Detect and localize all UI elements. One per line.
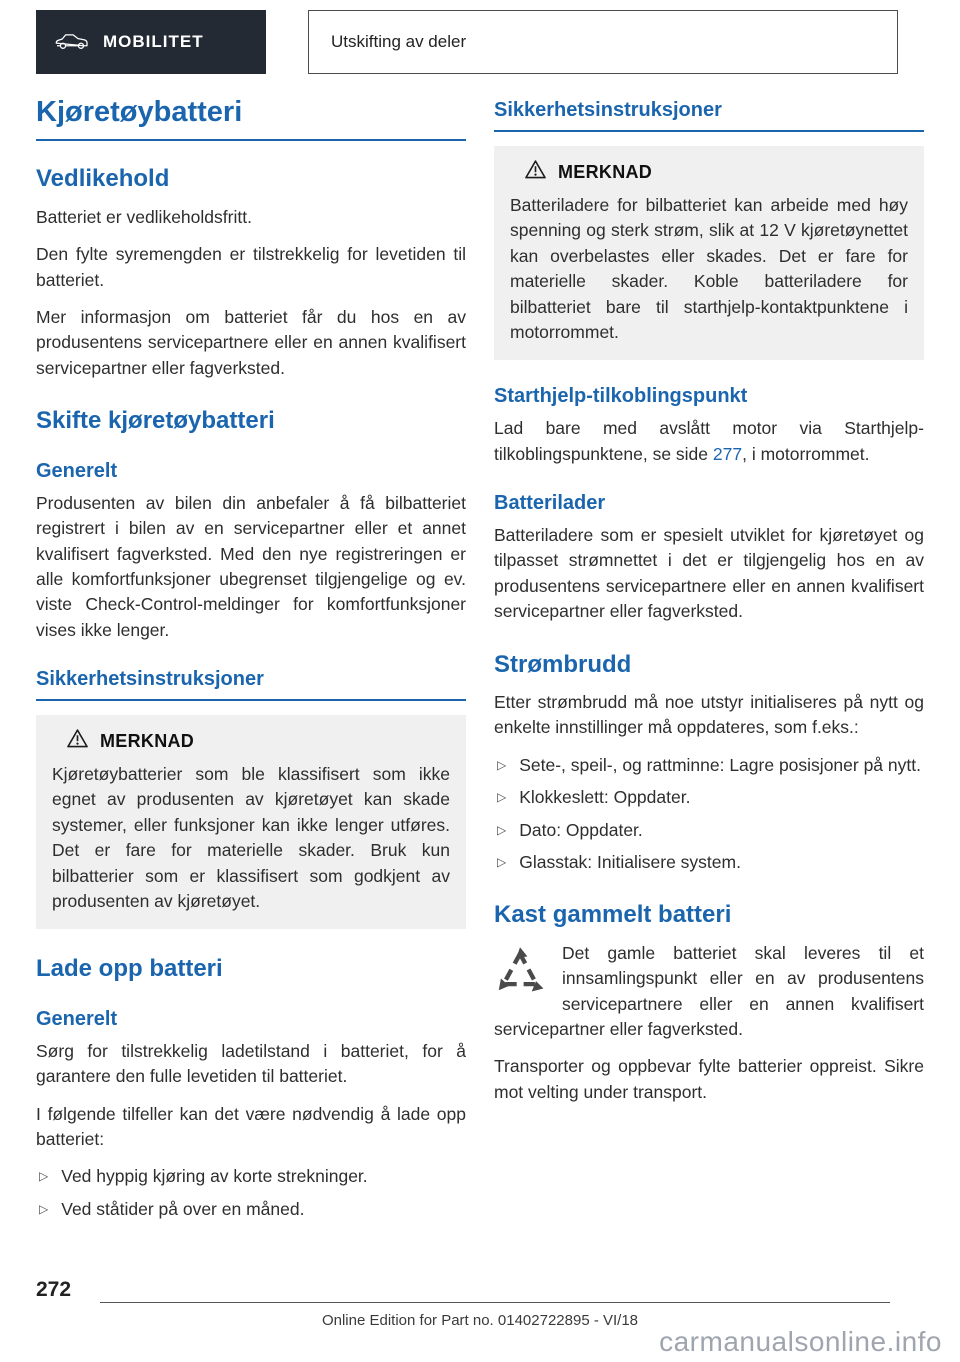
paragraph-with-icon xyxy=(494,941,924,1043)
list-item xyxy=(494,753,924,778)
notice-header xyxy=(510,159,908,185)
notice-text: Kjøretøybatterier som ble klassifisert som ikke egnet av produsenten av kjøretøyet kan skade systemer, eller funksjoner kan ikke lenger utføres. Det er fare for materielle skader. Bruk kun bilbatterier som er klassifisert som godkjent av produsenten av kjøretøyet. xyxy=(52,764,450,911)
heading-strom brudd: Strømbrudd xyxy=(494,650,632,678)
chapter-label: MOBILITET xyxy=(103,32,204,51)
heading-starthjelp-tilkoblingspunkt: Starthjelp-tilkoblingspunkt xyxy=(494,385,748,408)
content-columns xyxy=(36,96,924,1234)
bullet-triangle-icon: ▷ xyxy=(497,854,507,869)
heading-generelt: Generelt xyxy=(36,459,118,482)
section-title: Utskifting av deler xyxy=(331,32,467,51)
section-title-box xyxy=(308,10,898,74)
notice-title: MERKNAD xyxy=(558,161,653,182)
list-item xyxy=(494,785,924,810)
warning-triangle-icon xyxy=(524,159,547,185)
list-item-text: Ved hyppig kjøring av korte strekninger. xyxy=(61,1166,368,1187)
list-item xyxy=(494,850,924,875)
notice-box xyxy=(36,715,466,929)
heading-skifte-kjoretoybatteri: Skifte kjøretøybatteri xyxy=(36,407,275,435)
bullet-triangle-icon: ▷ xyxy=(39,1201,49,1216)
list-item-text: Ved ståtider på over en måned. xyxy=(61,1198,305,1219)
heading-lade-opp-batteri: Lade opp batteri xyxy=(36,955,223,983)
footer-divider xyxy=(100,1302,890,1303)
notice-title: MERKNAD xyxy=(100,730,195,751)
chapter-title: Kjøretøybatteri xyxy=(36,96,466,141)
car-icon xyxy=(54,31,90,53)
page-277-link[interactable]: 277 xyxy=(712,443,743,464)
bullet-triangle-icon: ▷ xyxy=(497,790,507,805)
paragraph: I følgende tilfeller kan det være nødvendig å lade opp batteriet: xyxy=(36,1103,466,1149)
paragraph: Produsenten av bilen din anbefaler å få bilbatteriet registrert i bilen av en servicepartner eller et annet kvalifisert fagverksted. Med den nye registreringen er alle komfortfunksjoner ubegrenset tilgjengelige og ev. viste Check-Control-meldinger for komfortfunksjoner vises ikke lenger. xyxy=(36,492,466,640)
paragraph: Batteriet er vedlikeholdsfritt. xyxy=(36,206,252,227)
notice-header xyxy=(52,728,450,754)
chapter-tab xyxy=(36,10,266,74)
paragraph: Sørg for tilstrekkelig ladetilstand i batteriet, for å garantere den fulle levetiden til batteriet. xyxy=(36,1040,466,1087)
text-run: Lad bare med avslått motor via Starthjelp-tilkoblingspunktene, se side xyxy=(494,418,924,464)
heading-sikkerhetsinstruksjoner: Sikkerhetsinstruksjoner xyxy=(494,98,924,132)
bullet-triangle-icon: ▷ xyxy=(39,1169,49,1184)
bullet-triangle-icon: ▷ xyxy=(497,757,507,772)
paragraph xyxy=(494,416,924,467)
heading-sikkerhetsinstruksjoner: Sikkerhetsinstruksjoner xyxy=(36,667,466,701)
list-item xyxy=(36,1197,466,1222)
paragraph: Den fylte syremengden er tilstrekkelig for levetiden til batteriet. xyxy=(36,244,466,290)
text-run: Det gamle batteriet skal leveres til et innsamlingspunkt eller en av produsentens servicepartnere eller en annen kvalifisert servicepartner eller fagverksted. xyxy=(494,942,924,1040)
list-item xyxy=(36,1164,466,1189)
right-column xyxy=(494,96,924,1234)
paragraph: Transporter og oppbevar fylte batterier oppreist. Sikre mot velting under transport. xyxy=(494,1056,924,1102)
paragraph: Mer informasjon om batteriet får du hos en av produsentens servicepartnere eller en annen kvalifisert servicepartner eller fagverksted. xyxy=(36,307,466,378)
list-item-text: Klokkeslett: Oppdater. xyxy=(519,787,691,808)
list-item xyxy=(494,818,924,843)
list-item-text: Sete-, speil-, og rattminne: Lagre posisjoner på nytt. xyxy=(519,754,921,775)
paragraph: Batteriladere som er spesielt utviklet for kjøretøyet og tilpasset strømnettet i det er tilgjengelig hos en av produsentens servicepartnere eller en annen kvalifisert servicepartner eller fagverksted. xyxy=(494,525,924,622)
page-header xyxy=(36,10,898,74)
recycle-icon xyxy=(494,946,546,1005)
heading-vedlikehold: Vedlikehold xyxy=(36,165,170,193)
notice-box xyxy=(494,146,924,360)
bullet-list xyxy=(494,753,924,876)
heading-batterilader: Batterilader xyxy=(494,492,606,514)
warning-triangle-icon xyxy=(66,728,89,754)
edition-note: Online Edition for Part no. 01402722895 - VI/18 xyxy=(321,1312,639,1329)
watermark: carmanualsonline.info xyxy=(659,1326,942,1357)
text-run: , i motorrommet. xyxy=(742,443,870,464)
bullet-list xyxy=(36,1164,466,1222)
bullet-triangle-icon: ▷ xyxy=(497,822,507,837)
notice-text: Batteriladere for bilbatteriet kan arbeide med høy spenning og sterk strøm, slik at 12 V kjøretøynettet kan overbelastes eller skades. Det er fare for materielle skader. Koble batteriladere for bilbatteriet bare til starthjelp-kontaktpunktene i motorrommet. xyxy=(510,195,908,342)
paragraph: Etter strømbrudd må noe utstyr initialiseres på nytt og enkelte innstillinger må oppdateres, som f.eks.: xyxy=(494,692,924,738)
heading-generelt: Generelt xyxy=(36,1007,118,1030)
list-item-text: Dato: Oppdater. xyxy=(519,819,643,840)
page-number: 272 xyxy=(36,1278,72,1301)
list-item-text: Glasstak: Initialisere system. xyxy=(519,851,741,872)
left-column xyxy=(36,96,466,1234)
heading-kast-gammelt-batteri: Kast gammelt batteri xyxy=(494,901,732,929)
